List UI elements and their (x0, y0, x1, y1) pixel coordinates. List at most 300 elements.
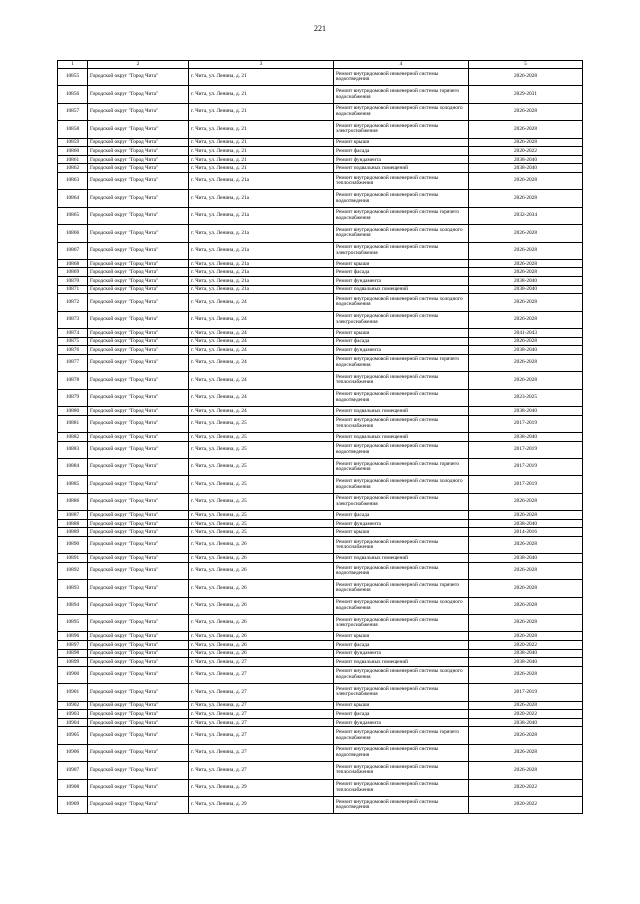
table-row (58, 346, 583, 355)
table-row (58, 172, 583, 189)
column-number: 5 (469, 61, 583, 69)
address-cell: г. Чита, ул. Ленина, д. 27 (189, 727, 334, 744)
table-row (58, 190, 583, 207)
municipality-cell: Городской округ "Город Чита" (88, 727, 189, 744)
period-cell: 2038-2040 (469, 519, 583, 528)
table-body (58, 61, 583, 814)
municipality-cell: Городской округ "Город Чита" (88, 458, 189, 475)
work-type-cell: Ремонт внутридомовой инженерной системы электроснабжения (334, 615, 469, 632)
period-cell: 2026-2028 (469, 511, 583, 520)
page-number: 221 (314, 24, 326, 33)
municipality-cell: Городской округ "Город Чита" (88, 528, 189, 537)
row-id-cell: 10875 (58, 337, 88, 346)
work-type-cell: Ремонт крыши (334, 701, 469, 710)
repair-schedule-table (57, 60, 583, 814)
work-type-cell: Ремонт внутридомовой инженерной системы горячего водоснабжения (334, 354, 469, 371)
row-id-cell: 10870 (58, 277, 88, 286)
municipality-cell: Городской округ "Город Чита" (88, 389, 189, 406)
table-row (58, 285, 583, 294)
municipality-cell: Городской округ "Город Чита" (88, 511, 189, 520)
address-cell: г. Чита, ул. Ленина, д. 29 (189, 796, 334, 813)
period-cell: 2038-2040 (469, 658, 583, 667)
address-cell: г. Чита, ул. Ленина, д. 25 (189, 519, 334, 528)
address-cell: г. Чита, ул. Ленина, д. 26 (189, 615, 334, 632)
work-type-cell: Ремонт внутридомовой инженерной системы водоотведения (334, 562, 469, 579)
row-id-cell: 10895 (58, 615, 88, 632)
work-type-cell: Ремонт фасада (334, 337, 469, 346)
municipality-cell: Городской округ "Город Чита" (88, 259, 189, 268)
municipality-cell: Городской округ "Город Чита" (88, 294, 189, 311)
row-id-cell: 10908 (58, 779, 88, 796)
table-row (58, 337, 583, 346)
period-cell: 2038-2040 (469, 432, 583, 441)
period-cell: 2017-2019 (469, 458, 583, 475)
municipality-cell: Городской округ "Город Чита" (88, 641, 189, 650)
work-type-cell: Ремонт внутридомовой инженерной системы теплоснабжения (334, 536, 469, 553)
table-row (58, 259, 583, 268)
row-id-cell: 10867 (58, 242, 88, 259)
address-cell: г. Чита, ул. Ленина, д. 21а (189, 259, 334, 268)
period-cell: 2026-2028 (469, 121, 583, 138)
row-id-cell: 10885 (58, 476, 88, 493)
period-cell: 2026-2028 (469, 225, 583, 242)
work-type-cell: Ремонт фасада (334, 641, 469, 650)
work-type-cell: Ремонт подвальных помещений (334, 285, 469, 294)
row-id-cell: 10882 (58, 432, 88, 441)
address-cell: г. Чита, ул. Ленина, д. 21а (189, 268, 334, 277)
municipality-cell: Городской округ "Город Чита" (88, 242, 189, 259)
municipality-cell: Городской округ "Город Чита" (88, 354, 189, 371)
work-type-cell: Ремонт внутридомовой инженерной системы водоотведения (334, 744, 469, 761)
row-id-cell: 10893 (58, 580, 88, 597)
address-cell: г. Чита, ул. Ленина, д. 25 (189, 476, 334, 493)
municipality-cell: Городской округ "Город Чита" (88, 684, 189, 701)
address-cell: г. Чита, ул. Ленина, д. 24 (189, 294, 334, 311)
row-id-cell: 10892 (58, 562, 88, 579)
row-id-cell: 10900 (58, 666, 88, 683)
work-type-cell: Ремонт крыши (334, 632, 469, 641)
period-cell: 2026-2028 (469, 744, 583, 761)
period-cell: 2026-2028 (469, 632, 583, 641)
row-id-cell: 10861 (58, 155, 88, 164)
work-type-cell: Ремонт подвальных помещений (334, 554, 469, 563)
work-type-cell: Ремонт внутридомовой инженерной системы водоотведения (334, 441, 469, 458)
municipality-cell: Городской округ "Город Чита" (88, 138, 189, 147)
municipality-cell: Городской округ "Город Чита" (88, 329, 189, 338)
municipality-cell: Городской округ "Город Чита" (88, 277, 189, 286)
municipality-cell: Городской округ "Город Чита" (88, 536, 189, 553)
row-id-cell: 10865 (58, 207, 88, 224)
address-cell: г. Чита, ул. Ленина, д. 27 (189, 666, 334, 683)
work-type-cell: Ремонт внутридомовой инженерной системы теплоснабжения (334, 372, 469, 389)
row-id-cell: 10877 (58, 354, 88, 371)
work-type-cell: Ремонт фасада (334, 710, 469, 719)
municipality-cell: Городской округ "Город Чита" (88, 311, 189, 328)
period-cell: 2032-2034 (469, 207, 583, 224)
period-cell: 2014-2016 (469, 528, 583, 537)
address-cell: г. Чита, ул. Ленина, д. 27 (189, 684, 334, 701)
address-cell: г. Чита, ул. Ленина, д. 21 (189, 155, 334, 164)
address-cell: г. Чита, ул. Ленина, д. 24 (189, 354, 334, 371)
table-row (58, 649, 583, 658)
row-id-cell: 10903 (58, 710, 88, 719)
municipality-cell: Городской округ "Город Чита" (88, 103, 189, 120)
work-type-cell: Ремонт фундамента (334, 155, 469, 164)
table-row (58, 710, 583, 719)
period-cell: 2023-2025 (469, 389, 583, 406)
table-row (58, 121, 583, 138)
period-cell: 2020-2022 (469, 796, 583, 813)
municipality-cell: Городской округ "Город Чита" (88, 190, 189, 207)
column-number: 3 (189, 61, 334, 69)
work-type-cell: Ремонт фундамента (334, 718, 469, 727)
period-cell: 2026-2028 (469, 242, 583, 259)
table-row (58, 528, 583, 537)
column-number-row (58, 61, 583, 69)
table-row (58, 476, 583, 493)
work-type-cell: Ремонт внутридомовой инженерной системы холодного водоснабжения (334, 103, 469, 120)
address-cell: г. Чита, ул. Ленина, д. 24 (189, 311, 334, 328)
table-row (58, 164, 583, 173)
table-row (58, 701, 583, 710)
table-row (58, 86, 583, 103)
work-type-cell: Ремонт внутридомовой инженерной системы электроснабжения (334, 242, 469, 259)
row-id-cell: 10907 (58, 762, 88, 779)
municipality-cell: Городской округ "Город Чита" (88, 615, 189, 632)
row-id-cell: 10886 (58, 493, 88, 510)
address-cell: г. Чита, ул. Ленина, д. 27 (189, 701, 334, 710)
work-type-cell: Ремонт внутридомовой инженерной системы холодного водоснабжения (334, 476, 469, 493)
municipality-cell: Городской округ "Город Чита" (88, 69, 189, 86)
table-row (58, 225, 583, 242)
work-type-cell: Ремонт подвальных помещений (334, 432, 469, 441)
period-cell: 2038-2040 (469, 407, 583, 416)
table-row (58, 138, 583, 147)
table-row (58, 441, 583, 458)
period-cell: 2038-2040 (469, 718, 583, 727)
work-type-cell: Ремонт внутридомовой инженерной системы электроснабжения (334, 121, 469, 138)
period-cell: 2038-2040 (469, 346, 583, 355)
period-cell: 2026-2028 (469, 294, 583, 311)
address-cell: г. Чита, ул. Ленина, д. 29 (189, 779, 334, 796)
work-type-cell: Ремонт подвальных помещений (334, 407, 469, 416)
table-row (58, 684, 583, 701)
table-row (58, 796, 583, 813)
address-cell: г. Чита, ул. Ленина, д. 24 (189, 346, 334, 355)
municipality-cell: Городской округ "Город Чита" (88, 762, 189, 779)
address-cell: г. Чита, ул. Ленина, д. 21 (189, 69, 334, 86)
address-cell: г. Чита, ул. Ленина, д. 21 (189, 138, 334, 147)
period-cell: 2026-2028 (469, 138, 583, 147)
row-id-cell: 10891 (58, 554, 88, 563)
table-row (58, 519, 583, 528)
row-id-cell: 10868 (58, 259, 88, 268)
address-cell: г. Чита, ул. Ленина, д. 21а (189, 242, 334, 259)
row-id-cell: 10860 (58, 147, 88, 156)
table-row (58, 562, 583, 579)
work-type-cell: Ремонт крыши (334, 528, 469, 537)
work-type-cell: Ремонт внутридомовой инженерной системы холодного водоснабжения (334, 225, 469, 242)
row-id-cell: 10896 (58, 632, 88, 641)
table-row (58, 580, 583, 597)
address-cell: г. Чита, ул. Ленина, д. 21 (189, 147, 334, 156)
municipality-cell: Городской округ "Город Чита" (88, 796, 189, 813)
address-cell: г. Чита, ул. Ленина, д. 24 (189, 407, 334, 416)
work-type-cell: Ремонт внутридомовой инженерной системы водоотведения (334, 389, 469, 406)
work-type-cell: Ремонт фундамента (334, 346, 469, 355)
address-cell: г. Чита, ул. Ленина, д. 21 (189, 121, 334, 138)
table-row (58, 294, 583, 311)
period-cell: 2020-2022 (469, 779, 583, 796)
row-id-cell: 10884 (58, 458, 88, 475)
column-number: 1 (58, 61, 88, 69)
address-cell: г. Чита, ул. Ленина, д. 24 (189, 372, 334, 389)
address-cell: г. Чита, ул. Ленина, д. 21а (189, 285, 334, 294)
period-cell: 2017-2019 (469, 441, 583, 458)
municipality-cell: Городской округ "Город Чита" (88, 666, 189, 683)
work-type-cell: Ремонт крыши (334, 138, 469, 147)
table-row (58, 597, 583, 614)
municipality-cell: Городской округ "Город Чита" (88, 346, 189, 355)
row-id-cell: 10856 (58, 86, 88, 103)
row-id-cell: 10873 (58, 311, 88, 328)
row-id-cell: 10874 (58, 329, 88, 338)
municipality-cell: Городской округ "Город Чита" (88, 415, 189, 432)
address-cell: г. Чита, ул. Ленина, д. 21а (189, 207, 334, 224)
period-cell: 2026-2028 (469, 701, 583, 710)
row-id-cell: 10872 (58, 294, 88, 311)
table-row (58, 432, 583, 441)
row-id-cell: 10862 (58, 164, 88, 173)
municipality-cell: Городской округ "Город Чита" (88, 268, 189, 277)
municipality-cell: Городской округ "Город Чита" (88, 580, 189, 597)
municipality-cell: Городской округ "Город Чита" (88, 164, 189, 173)
work-type-cell: Ремонт внутридомовой инженерной системы холодного водоснабжения (334, 597, 469, 614)
address-cell: г. Чита, ул. Ленина, д. 25 (189, 528, 334, 537)
municipality-cell: Городской округ "Город Чита" (88, 207, 189, 224)
work-type-cell: Ремонт внутридомовой инженерной системы горячего водоснабжения (334, 458, 469, 475)
row-id-cell: 10901 (58, 684, 88, 701)
work-type-cell: Ремонт внутридомовой инженерной системы электроснабжения (334, 311, 469, 328)
address-cell: г. Чита, ул. Ленина, д. 27 (189, 710, 334, 719)
table-row (58, 372, 583, 389)
address-cell: г. Чита, ул. Ленина, д. 26 (189, 632, 334, 641)
period-cell: 2038-2040 (469, 649, 583, 658)
work-type-cell: Ремонт внутридомовой инженерной системы электроснабжения (334, 493, 469, 510)
row-id-cell: 10898 (58, 649, 88, 658)
work-type-cell: Ремонт фундамента (334, 519, 469, 528)
address-cell: г. Чита, ул. Ленина, д. 26 (189, 641, 334, 650)
work-type-cell: Ремонт внутридомовой инженерной системы холодного водоснабжения (334, 294, 469, 311)
address-cell: г. Чита, ул. Ленина, д. 24 (189, 337, 334, 346)
work-type-cell: Ремонт внутридомовой инженерной системы горячего водоснабжения (334, 86, 469, 103)
address-cell: г. Чита, ул. Ленина, д. 25 (189, 432, 334, 441)
table-row (58, 277, 583, 286)
municipality-cell: Городской округ "Город Чита" (88, 121, 189, 138)
row-id-cell: 10909 (58, 796, 88, 813)
table-row (58, 103, 583, 120)
table-row (58, 69, 583, 86)
row-id-cell: 10869 (58, 268, 88, 277)
period-cell: 2026-2028 (469, 727, 583, 744)
period-cell: 2017-2019 (469, 684, 583, 701)
period-cell: 2026-2028 (469, 372, 583, 389)
period-cell: 2020-2022 (469, 710, 583, 719)
table-row (58, 641, 583, 650)
table-row (58, 147, 583, 156)
period-cell: 2026-2028 (469, 268, 583, 277)
address-cell: г. Чита, ул. Ленина, д. 21а (189, 190, 334, 207)
row-id-cell: 10859 (58, 138, 88, 147)
period-cell: 2038-2040 (469, 277, 583, 286)
work-type-cell: Ремонт крыши (334, 259, 469, 268)
address-cell: г. Чита, ул. Ленина, д. 21а (189, 172, 334, 189)
work-type-cell: Ремонт внутридомовой инженерной системы теплоснабжения (334, 415, 469, 432)
work-type-cell: Ремонт внутридомовой инженерной системы теплоснабжения (334, 762, 469, 779)
work-type-cell: Ремонт подвальных помещений (334, 658, 469, 667)
row-id-cell: 10905 (58, 727, 88, 744)
table-row (58, 744, 583, 761)
address-cell: г. Чита, ул. Ленина, д. 27 (189, 744, 334, 761)
period-cell: 2026-2028 (469, 597, 583, 614)
row-id-cell: 10879 (58, 389, 88, 406)
work-type-cell: Ремонт внутридомовой инженерной системы горячего водоснабжения (334, 207, 469, 224)
work-type-cell: Ремонт внутридомовой инженерной системы горячего водоснабжения (334, 580, 469, 597)
municipality-cell: Городской округ "Город Чита" (88, 86, 189, 103)
row-id-cell: 10889 (58, 528, 88, 537)
table-row (58, 242, 583, 259)
row-id-cell: 10890 (58, 536, 88, 553)
row-id-cell: 10880 (58, 407, 88, 416)
row-id-cell: 10902 (58, 701, 88, 710)
row-id-cell: 10904 (58, 718, 88, 727)
period-cell: 2017-2019 (469, 476, 583, 493)
table-row (58, 666, 583, 683)
period-cell: 2026-2028 (469, 536, 583, 553)
table-row (58, 329, 583, 338)
period-cell: 2026-2028 (469, 666, 583, 683)
address-cell: г. Чита, ул. Ленина, д. 26 (189, 562, 334, 579)
period-cell: 2038-2040 (469, 285, 583, 294)
table-row (58, 155, 583, 164)
work-type-cell: Ремонт фундамента (334, 277, 469, 286)
period-cell: 2026-2028 (469, 337, 583, 346)
municipality-cell: Городской округ "Город Чита" (88, 554, 189, 563)
table-row (58, 268, 583, 277)
table-row (58, 458, 583, 475)
period-cell: 2026-2028 (469, 354, 583, 371)
municipality-cell: Городской округ "Город Чита" (88, 441, 189, 458)
address-cell: г. Чита, ул. Ленина, д. 27 (189, 718, 334, 727)
work-type-cell: Ремонт внутридомовой инженерной системы водоотведения (334, 69, 469, 86)
period-cell: 2026-2028 (469, 493, 583, 510)
work-type-cell: Ремонт подвальных помещений (334, 164, 469, 173)
table-row (58, 407, 583, 416)
address-cell: г. Чита, ул. Ленина, д. 24 (189, 389, 334, 406)
address-cell: г. Чита, ул. Ленина, д. 26 (189, 597, 334, 614)
period-cell: 2026-2028 (469, 615, 583, 632)
municipality-cell: Городской округ "Город Чита" (88, 710, 189, 719)
table-row (58, 779, 583, 796)
row-id-cell: 10857 (58, 103, 88, 120)
work-type-cell: Ремонт внутридомовой инженерной системы водоотведения (334, 190, 469, 207)
row-id-cell: 10855 (58, 69, 88, 86)
address-cell: г. Чита, ул. Ленина, д. 25 (189, 493, 334, 510)
table-row (58, 536, 583, 553)
table-row (58, 658, 583, 667)
municipality-cell: Городской округ "Город Чита" (88, 493, 189, 510)
address-cell: г. Чита, ул. Ленина, д. 27 (189, 762, 334, 779)
municipality-cell: Городской округ "Город Чита" (88, 407, 189, 416)
period-cell: 2026-2028 (469, 562, 583, 579)
municipality-cell: Городской округ "Город Чита" (88, 432, 189, 441)
municipality-cell: Городской округ "Город Чита" (88, 225, 189, 242)
row-id-cell: 10876 (58, 346, 88, 355)
address-cell: г. Чита, ул. Ленина, д. 21 (189, 164, 334, 173)
period-cell: 2026-2028 (469, 172, 583, 189)
work-type-cell: Ремонт внутридомовой инженерной системы водоотведения (334, 796, 469, 813)
work-type-cell: Ремонт фасада (334, 147, 469, 156)
row-id-cell: 10863 (58, 172, 88, 189)
work-type-cell: Ремонт внутридомовой инженерной системы электроснабжения (334, 684, 469, 701)
period-cell: 2038-2040 (469, 155, 583, 164)
municipality-cell: Городской округ "Город Чита" (88, 562, 189, 579)
municipality-cell: Городской округ "Город Чита" (88, 285, 189, 294)
period-cell: 2026-2028 (469, 580, 583, 597)
table-row (58, 718, 583, 727)
municipality-cell: Городской округ "Город Чита" (88, 701, 189, 710)
period-cell: 2017-2019 (469, 415, 583, 432)
municipality-cell: Городской округ "Город Чита" (88, 147, 189, 156)
municipality-cell: Городской округ "Город Чита" (88, 658, 189, 667)
row-id-cell: 10881 (58, 415, 88, 432)
period-cell: 2038-2040 (469, 554, 583, 563)
address-cell: г. Чита, ул. Ленина, д. 26 (189, 536, 334, 553)
column-number: 2 (88, 61, 189, 69)
period-cell: 2020-2022 (469, 147, 583, 156)
municipality-cell: Городской округ "Город Чита" (88, 476, 189, 493)
row-id-cell: 10887 (58, 511, 88, 520)
row-id-cell: 10866 (58, 225, 88, 242)
work-type-cell: Ремонт внутридомовой инженерной системы теплоснабжения (334, 172, 469, 189)
address-cell: г. Чита, ул. Ленина, д. 26 (189, 554, 334, 563)
table-row (58, 415, 583, 432)
period-cell: 2041-2043 (469, 329, 583, 338)
period-cell: 2020-2022 (469, 641, 583, 650)
table-row (58, 554, 583, 563)
address-cell: г. Чита, ул. Ленина, д. 21а (189, 277, 334, 286)
table-row (58, 389, 583, 406)
municipality-cell: Городской округ "Город Чита" (88, 372, 189, 389)
row-id-cell: 10888 (58, 519, 88, 528)
work-type-cell: Ремонт крыши (334, 329, 469, 338)
address-cell: г. Чита, ул. Ленина, д. 25 (189, 441, 334, 458)
table-row (58, 311, 583, 328)
address-cell: г. Чита, ул. Ленина, д. 26 (189, 580, 334, 597)
table-row (58, 615, 583, 632)
table-row (58, 493, 583, 510)
column-number: 4 (334, 61, 469, 69)
row-id-cell: 10894 (58, 597, 88, 614)
table-row (58, 727, 583, 744)
work-type-cell: Ремонт фундамента (334, 649, 469, 658)
municipality-cell: Городской округ "Город Чита" (88, 744, 189, 761)
period-cell: 2026-2028 (469, 103, 583, 120)
municipality-cell: Городской округ "Город Чита" (88, 718, 189, 727)
address-cell: г. Чита, ул. Ленина, д. 25 (189, 415, 334, 432)
period-cell: 2026-2028 (469, 259, 583, 268)
municipality-cell: Городской округ "Город Чита" (88, 155, 189, 164)
